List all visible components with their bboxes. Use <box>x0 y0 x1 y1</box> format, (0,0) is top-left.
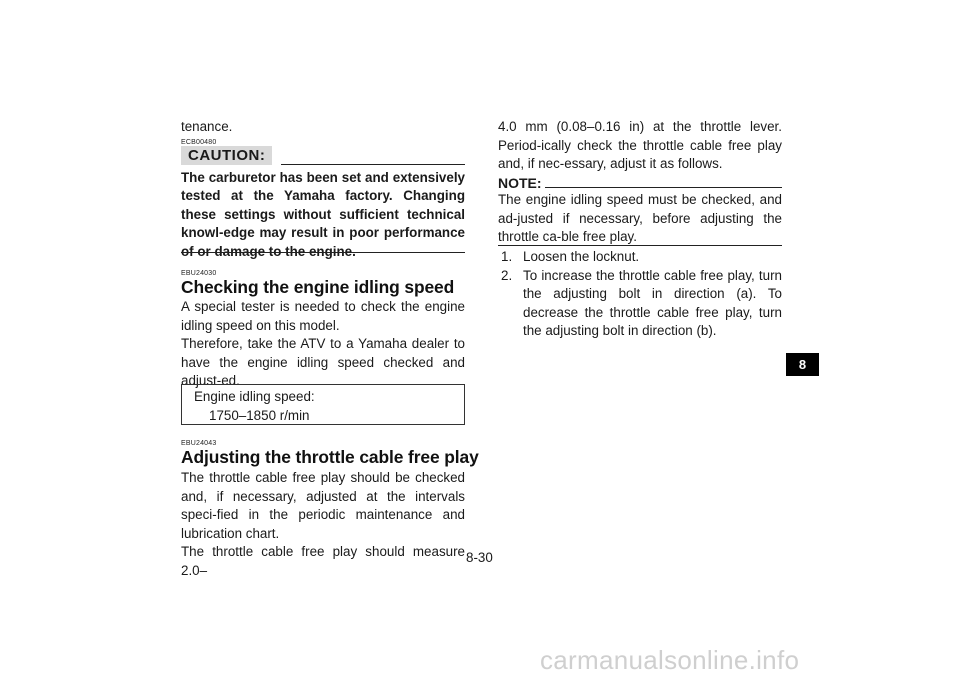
section1-paragraph: Therefore, take the ATV to a Yamaha dealer to have the engine idling speed checked and adjust-ed. <box>181 336 465 389</box>
list-item <box>498 248 782 267</box>
steps-list <box>498 248 782 341</box>
note-label: NOTE: <box>498 175 542 191</box>
caution-label: CAUTION: <box>181 146 272 165</box>
caution-top-rule <box>281 164 465 165</box>
section2-code: EBU24043 <box>181 440 217 447</box>
note-text: The engine idling speed must be checked, and ad-justed if necessary, before adjusting the throttle ca-ble free play. <box>498 192 782 245</box>
section1-code: EBU24030 <box>181 270 217 277</box>
page-number: 8-30 <box>466 550 493 565</box>
continued-text-left: tenance. <box>181 119 233 134</box>
spec-box <box>181 384 465 425</box>
section2-body <box>181 469 465 581</box>
section1-paragraph: A special tester is needed to check the engine idling speed on this model. <box>181 299 465 333</box>
spec-value: 1750–1850 r/min <box>209 407 310 423</box>
step-text: Loosen the locknut. <box>523 249 640 264</box>
step-text: To increase the throttle cable free play, turn the adjusting bolt in direction (a). To decrease the throttle cable free play, turn the adjusting bolt in direction (b). <box>523 267 782 339</box>
steps-list-wrap <box>498 248 782 341</box>
section2-title: Adjusting the throttle cable free play <box>181 447 479 467</box>
section1-title: Checking the engine idling speed <box>181 277 455 297</box>
caution-badge-wrap <box>181 147 272 165</box>
chapter-tab: 8 <box>786 353 819 376</box>
caution-text: The carburetor has been set and extensively tested at the Yamaha factory. Changing these settings without sufficient technical knowl-edge may result in poor performance of or damage to the engine. <box>181 170 465 259</box>
step-number: 1. <box>501 249 513 264</box>
continued-text-right: 4.0 mm (0.08–0.16 in) at the throttle lever. Period-ically check the throttle cable free play and, if nec-essary, adjust it as follows. <box>498 119 782 172</box>
watermark: carmanualsonline.info <box>540 645 800 675</box>
step-number: 2. <box>501 267 513 283</box>
note-bottom-rule <box>498 245 782 246</box>
caution-bottom-rule <box>181 252 465 253</box>
section2-paragraph: The throttle cable free play should be checked and, if necessary, adjusted at the intervals speci-fied in the periodic maintenance and lubrication chart. <box>181 470 465 541</box>
spec-label: Engine idling speed: <box>194 389 315 404</box>
note-top-rule <box>545 187 782 188</box>
list-item <box>498 267 782 341</box>
section2-paragraph: The throttle cable free play should measure 2.0– <box>181 544 465 578</box>
caution-code: ECB00480 <box>181 139 217 146</box>
section1-body <box>181 298 465 391</box>
left-column <box>181 118 465 137</box>
